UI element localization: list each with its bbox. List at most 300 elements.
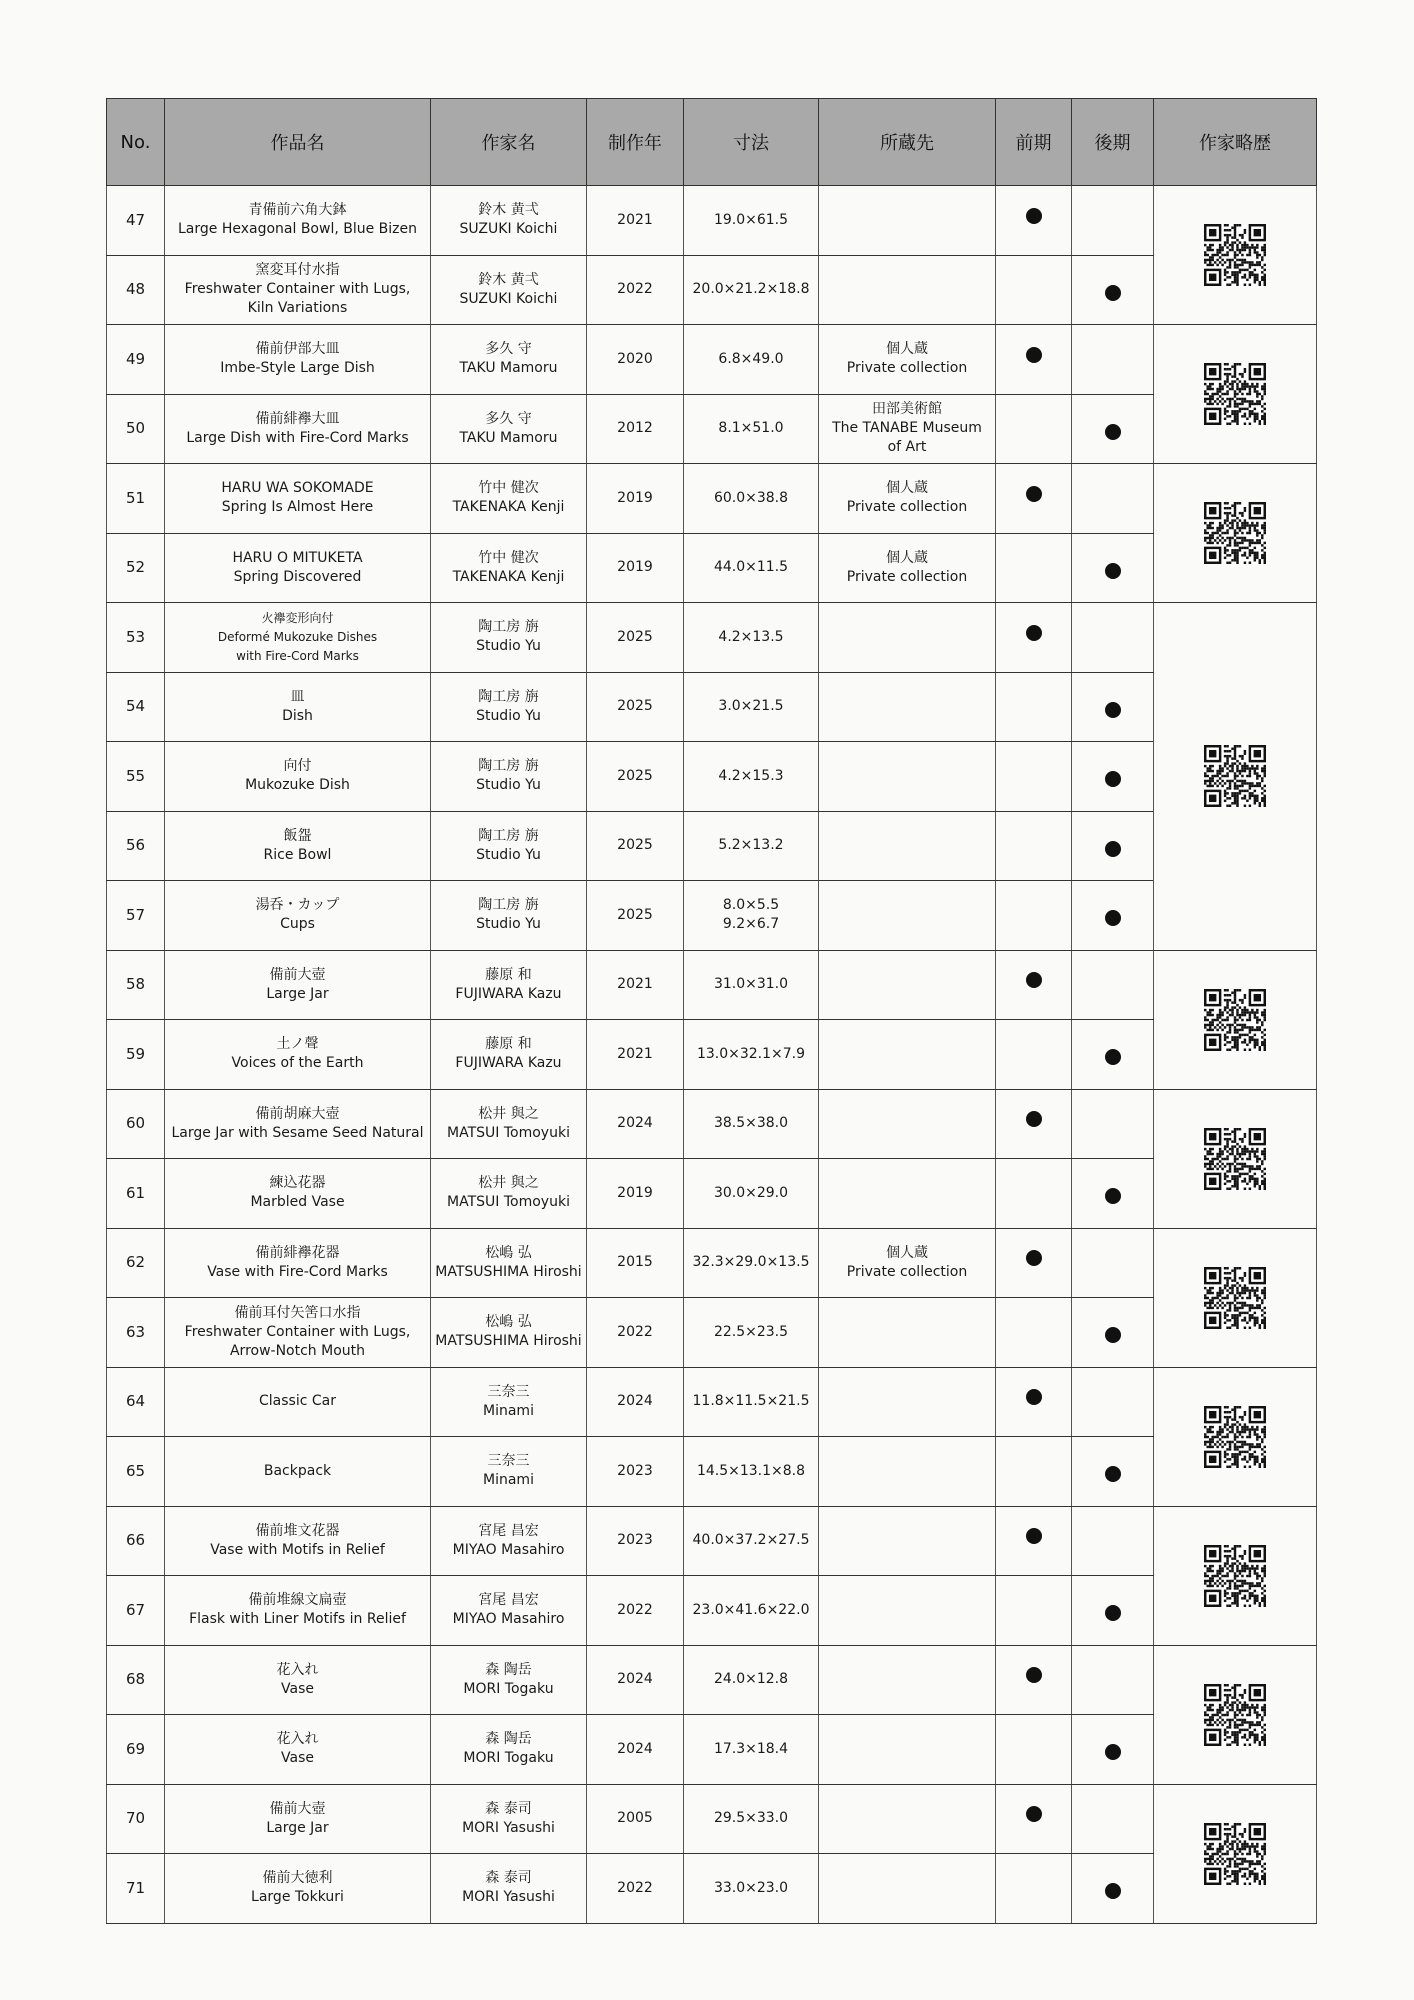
year: 2021: [587, 950, 684, 1020]
work-number: 63: [107, 1298, 165, 1368]
work-title-line: Large Jar: [266, 1819, 329, 1836]
work-title: [165, 1715, 431, 1785]
table-row: [107, 1298, 1317, 1368]
dimensions: [684, 603, 819, 673]
dimensions: [684, 1715, 819, 1785]
work-title: [165, 1576, 431, 1646]
qr-code-icon: [1204, 502, 1266, 564]
filled-circle-icon: [1026, 1667, 1042, 1683]
table-row: [107, 1089, 1317, 1159]
second-period-cell: [1072, 255, 1154, 325]
first-period-cell: [996, 881, 1072, 951]
work-title-line: 備前大徳利: [262, 1870, 333, 1887]
work-title-line: Vase: [281, 1750, 314, 1767]
work-title-line: Rice Bowl: [263, 846, 332, 863]
table-row: [107, 464, 1317, 534]
artist-name-line: 三奈三: [487, 1383, 530, 1400]
work-title-line: 備前堆文花器: [255, 1522, 340, 1539]
work-title-line: Kiln Variations: [247, 300, 348, 317]
work-title-line: Freshwater Container with Lugs,: [184, 281, 411, 298]
artist-name: [431, 186, 587, 256]
collection: [819, 186, 996, 256]
first-period-cell: [996, 1089, 1072, 1159]
qr-code-icon: [1204, 1684, 1266, 1746]
header-first-period: 前期: [996, 99, 1072, 186]
header-artist-bio: 作家略歴: [1154, 99, 1317, 186]
first-period-cell: [996, 1645, 1072, 1715]
dimensions-line: 32.3×29.0×13.5: [692, 1254, 810, 1271]
collection: [819, 1506, 996, 1576]
artist-name-line: TAKENAKA Kenji: [452, 499, 565, 516]
collection: [819, 1437, 996, 1507]
collection: [819, 742, 996, 812]
header-year: 制作年: [587, 99, 684, 186]
work-title-line: Classic Car: [259, 1393, 336, 1410]
work-number: 68: [107, 1645, 165, 1715]
artist-name: [431, 672, 587, 742]
artist-name-line: MIYAO Masahiro: [452, 1541, 565, 1558]
second-period-cell: [1072, 811, 1154, 881]
year: 2022: [587, 1298, 684, 1368]
year: 2005: [587, 1784, 684, 1854]
table-row: [107, 603, 1317, 673]
dimensions: [684, 672, 819, 742]
second-period-cell: [1072, 603, 1154, 673]
artist-bio-qr-cell[interactable]: [1154, 186, 1317, 325]
qr-code-icon: [1204, 1128, 1266, 1190]
dimensions: [684, 950, 819, 1020]
year: 2023: [587, 1437, 684, 1507]
filled-circle-icon: [1105, 1466, 1121, 1482]
year: 2015: [587, 1228, 684, 1298]
artist-name-line: 宮尾 昌宏: [478, 1592, 539, 1609]
dimensions: [684, 464, 819, 534]
artist-name: [431, 325, 587, 395]
year: 2019: [587, 464, 684, 534]
artist-name-line: Studio Yu: [476, 638, 541, 655]
collection: [819, 325, 996, 395]
work-title-line: Deformé Mukozuke Dishes: [217, 629, 378, 644]
filled-circle-icon: [1026, 625, 1042, 641]
table-row: [107, 1228, 1317, 1298]
artist-name: [431, 394, 587, 464]
collection: [819, 1715, 996, 1785]
first-period-cell: [996, 1159, 1072, 1229]
qr-code-icon: [1204, 1267, 1266, 1329]
artist-name-line: 竹中 健次: [478, 549, 539, 566]
collection-line: Private collection: [846, 499, 968, 516]
second-period-cell: [1072, 1715, 1154, 1785]
header-second-period: 後期: [1072, 99, 1154, 186]
filled-circle-icon: [1105, 910, 1121, 926]
first-period-cell: [996, 950, 1072, 1020]
qr-code-icon: [1204, 1823, 1266, 1885]
dimensions-line: 19.0×61.5: [713, 211, 789, 228]
second-period-cell: [1072, 1645, 1154, 1715]
dimensions-line: 31.0×31.0: [713, 976, 789, 993]
artist-name-line: 藤原 和: [485, 966, 532, 983]
collection: [819, 1645, 996, 1715]
artist-name: [431, 533, 587, 603]
work-number: 69: [107, 1715, 165, 1785]
dimensions-line: 40.0×37.2×27.5: [692, 1532, 810, 1549]
table-row: [107, 742, 1317, 812]
artist-name: [431, 811, 587, 881]
work-title-line: Dish: [282, 707, 313, 724]
artist-name: [431, 1089, 587, 1159]
filled-circle-icon: [1026, 1389, 1042, 1405]
second-period-cell: [1072, 464, 1154, 534]
collection: [819, 1367, 996, 1437]
header-no: No.: [107, 99, 165, 186]
work-number: 60: [107, 1089, 165, 1159]
work-title-line: HARU O MITUKETA: [232, 549, 363, 566]
dimensions-line: 8.1×51.0: [718, 420, 784, 437]
year: 2020: [587, 325, 684, 395]
table-row: [107, 255, 1317, 325]
artist-name: [431, 1228, 587, 1298]
artist-name-line: Studio Yu: [476, 916, 541, 933]
works-table-body: [107, 186, 1317, 1924]
work-title-line: 備前緋襷大皿: [255, 410, 340, 427]
first-period-cell: [996, 1715, 1072, 1785]
work-title-line: 青備前六角大鉢: [248, 202, 347, 219]
artist-name: [431, 1159, 587, 1229]
work-number: 66: [107, 1506, 165, 1576]
collection-line: Private collection: [846, 568, 968, 585]
collection: [819, 1159, 996, 1229]
filled-circle-icon: [1105, 424, 1121, 440]
artist-name-line: 三奈三: [487, 1453, 530, 1470]
table-row: [107, 1367, 1317, 1437]
work-number: 56: [107, 811, 165, 881]
works-table: [106, 98, 1317, 1924]
second-period-cell: [1072, 1159, 1154, 1229]
second-period-cell: [1072, 1854, 1154, 1924]
collection: [819, 1576, 996, 1646]
work-title-line: Arrow-Notch Mouth: [229, 1342, 366, 1359]
dimensions-line: 8.0×5.5: [722, 897, 780, 914]
artist-name: [431, 950, 587, 1020]
work-number: 71: [107, 1854, 165, 1924]
work-title-line: Large Tokkuri: [251, 1889, 344, 1906]
second-period-cell: [1072, 1298, 1154, 1368]
artist-name: [431, 1576, 587, 1646]
dimensions: [684, 1159, 819, 1229]
year: 2012: [587, 394, 684, 464]
work-title-line: 火襷変形向付: [261, 610, 334, 625]
work-number: 53: [107, 603, 165, 673]
second-period-cell: [1072, 1089, 1154, 1159]
dimensions: [684, 1784, 819, 1854]
artist-name: [431, 255, 587, 325]
table-row: [107, 1576, 1317, 1646]
year: 2019: [587, 533, 684, 603]
collection: [819, 464, 996, 534]
dimensions-line: 3.0×21.5: [718, 698, 784, 715]
artist-name-line: 多久 守: [485, 410, 532, 427]
work-title-line: Flask with Liner Motifs in Relief: [189, 1611, 406, 1628]
year: 2021: [587, 1020, 684, 1090]
qr-code-icon: [1204, 989, 1266, 1051]
second-period-cell: [1072, 325, 1154, 395]
filled-circle-icon: [1105, 1744, 1121, 1760]
first-period-cell: [996, 811, 1072, 881]
first-period-cell: [996, 1784, 1072, 1854]
work-title-line: Spring Discovered: [233, 568, 362, 585]
work-title-line: Vase with Motifs in Relief: [210, 1541, 385, 1558]
artist-name-line: MORI Togaku: [463, 1750, 554, 1767]
artist-name-line: 松井 與之: [478, 1175, 539, 1192]
collection: [819, 1298, 996, 1368]
work-title: [165, 1089, 431, 1159]
collection-line: Private collection: [846, 1263, 968, 1280]
work-title: [165, 1784, 431, 1854]
table-row: [107, 1715, 1317, 1785]
work-title-line: Imbe-Style Large Dish: [220, 360, 375, 377]
work-title-line: Large Jar: [266, 985, 329, 1002]
work-title: [165, 1020, 431, 1090]
artist-bio-qr-cell[interactable]: [1154, 1089, 1317, 1228]
collection: [819, 394, 996, 464]
work-title-line: Spring Is Almost Here: [221, 499, 374, 516]
work-number: 67: [107, 1576, 165, 1646]
artist-bio-qr-cell[interactable]: [1154, 1784, 1317, 1923]
filled-circle-icon: [1105, 285, 1121, 301]
work-number: 55: [107, 742, 165, 812]
artist-name-line: 藤原 和: [485, 1036, 532, 1053]
filled-circle-icon: [1105, 563, 1121, 579]
table-row: [107, 394, 1317, 464]
first-period-cell: [996, 394, 1072, 464]
dimensions: [684, 881, 819, 951]
artist-name-line: MIYAO Masahiro: [452, 1611, 565, 1628]
work-title: [165, 1854, 431, 1924]
table-row: [107, 186, 1317, 256]
collection: [819, 255, 996, 325]
work-title-line: Cups: [280, 916, 315, 933]
work-number: 58: [107, 950, 165, 1020]
artist-name-line: Minami: [483, 1402, 534, 1419]
artist-name-line: 松嶋 弘: [485, 1314, 532, 1331]
work-title: [165, 1228, 431, 1298]
artist-bio-qr-cell[interactable]: [1154, 1645, 1317, 1784]
artist-bio-qr-cell[interactable]: [1154, 950, 1317, 1089]
artist-name-line: MATSUSHIMA Hiroshi: [435, 1263, 582, 1280]
collection: [819, 1228, 996, 1298]
collection: [819, 1854, 996, 1924]
filled-circle-icon: [1105, 841, 1121, 857]
filled-circle-icon: [1105, 771, 1121, 787]
work-number: 51: [107, 464, 165, 534]
work-title: [165, 1159, 431, 1229]
artist-bio-qr-cell[interactable]: [1154, 1506, 1317, 1645]
filled-circle-icon: [1026, 486, 1042, 502]
year: 2024: [587, 1645, 684, 1715]
artist-name: [431, 464, 587, 534]
collection: [819, 1784, 996, 1854]
dimensions-line: 22.5×23.5: [713, 1323, 789, 1340]
second-period-cell: [1072, 1228, 1154, 1298]
qr-code-icon: [1204, 745, 1266, 807]
work-number: 50: [107, 394, 165, 464]
dimensions-line: 44.0×11.5: [713, 559, 789, 576]
table-row: [107, 1437, 1317, 1507]
work-title-line: 備前緋襷花器: [255, 1244, 340, 1261]
dimensions-line: 20.0×21.2×18.8: [692, 281, 810, 298]
work-title-line: Vase: [281, 1680, 314, 1697]
work-title: [165, 394, 431, 464]
work-title: [165, 186, 431, 256]
year: 2024: [587, 1367, 684, 1437]
work-number: 59: [107, 1020, 165, 1090]
table-row: [107, 1854, 1317, 1924]
first-period-cell: [996, 464, 1072, 534]
collection-line: of Art: [887, 439, 927, 456]
dimensions: [684, 1854, 819, 1924]
artist-bio-qr-cell[interactable]: [1154, 1367, 1317, 1506]
artist-name-line: TAKU Mamoru: [459, 360, 558, 377]
artist-name-line: 陶工房 旃: [478, 897, 539, 914]
collection: [819, 811, 996, 881]
dimensions: [684, 1506, 819, 1576]
artist-name-line: SUZUKI Koichi: [459, 221, 558, 238]
dimensions: [684, 394, 819, 464]
dimensions: [684, 742, 819, 812]
work-title-line: 備前大壺: [269, 1800, 326, 1817]
work-number: 49: [107, 325, 165, 395]
artist-name-line: 宮尾 昌宏: [478, 1522, 539, 1539]
dimensions-line: 60.0×38.8: [713, 489, 789, 506]
artist-name-line: 陶工房 旃: [478, 758, 539, 775]
table-row: [107, 1506, 1317, 1576]
artist-name-line: Studio Yu: [476, 846, 541, 863]
work-title: [165, 672, 431, 742]
artist-name-line: 竹中 健次: [478, 480, 539, 497]
work-number: 62: [107, 1228, 165, 1298]
filled-circle-icon: [1026, 208, 1042, 224]
work-title: [165, 1645, 431, 1715]
artist-bio-qr-cell[interactable]: [1154, 464, 1317, 603]
artist-name-line: 森 泰司: [485, 1800, 532, 1817]
artist-bio-qr-cell[interactable]: [1154, 1228, 1317, 1367]
table-row: [107, 533, 1317, 603]
artist-name: [431, 603, 587, 673]
header-owner: 所蔵先: [819, 99, 996, 186]
dimensions: [684, 1367, 819, 1437]
work-title: [165, 1367, 431, 1437]
second-period-cell: [1072, 881, 1154, 951]
filled-circle-icon: [1026, 1528, 1042, 1544]
filled-circle-icon: [1026, 1806, 1042, 1822]
second-period-cell: [1072, 394, 1154, 464]
work-title-line: 備前耳付矢筈口水指: [234, 1304, 361, 1321]
work-title: [165, 464, 431, 534]
work-title: [165, 742, 431, 812]
first-period-cell: [996, 603, 1072, 673]
second-period-cell: [1072, 1576, 1154, 1646]
collection-line: 個人蔵: [886, 549, 928, 566]
dimensions-line: 11.8×11.5×21.5: [692, 1393, 810, 1410]
collection-line: The TANABE Museum: [832, 420, 982, 437]
first-period-cell: [996, 1437, 1072, 1507]
year: 2022: [587, 1854, 684, 1924]
artist-name-line: MORI Togaku: [463, 1680, 554, 1697]
header-title: 作品名: [165, 99, 431, 186]
collection: [819, 533, 996, 603]
table-row: [107, 672, 1317, 742]
artist-name-line: MATSUSHIMA Hiroshi: [435, 1333, 582, 1350]
work-number: 61: [107, 1159, 165, 1229]
dimensions: [684, 1089, 819, 1159]
dimensions-line: 6.8×49.0: [718, 350, 784, 367]
filled-circle-icon: [1105, 702, 1121, 718]
work-title-line: Backpack: [263, 1462, 332, 1479]
dimensions: [684, 1437, 819, 1507]
artist-bio-qr-cell[interactable]: [1154, 603, 1317, 951]
work-title: [165, 811, 431, 881]
work-title-line: Mukozuke Dish: [245, 777, 350, 794]
work-title-line: Voices of the Earth: [231, 1055, 364, 1072]
artist-name-line: MATSUI Tomoyuki: [447, 1124, 570, 1141]
dimensions: [684, 533, 819, 603]
work-title-line: 飯盌: [283, 827, 312, 844]
year: 2022: [587, 1576, 684, 1646]
artist-name-line: MORI Yasushi: [462, 1819, 555, 1836]
table-row: [107, 1645, 1317, 1715]
filled-circle-icon: [1105, 1605, 1121, 1621]
work-title-line: 土ノ聲: [276, 1036, 319, 1053]
work-number: 57: [107, 881, 165, 951]
work-title-line: 備前胡麻大壺: [255, 1105, 340, 1122]
year: 2025: [587, 881, 684, 951]
artist-name-line: TAKENAKA Kenji: [452, 568, 565, 585]
artist-name-line: 森 陶岳: [485, 1661, 532, 1678]
artist-bio-qr-cell[interactable]: [1154, 325, 1317, 464]
work-title-line: Marbled Vase: [250, 1194, 345, 1211]
filled-circle-icon: [1105, 1049, 1121, 1065]
artist-name-line: Studio Yu: [476, 777, 541, 794]
filled-circle-icon: [1026, 972, 1042, 988]
second-period-cell: [1072, 186, 1154, 256]
collection-line: 田部美術館: [872, 401, 942, 418]
artist-name-line: 陶工房 旃: [478, 688, 539, 705]
artist-name-line: MORI Yasushi: [462, 1889, 555, 1906]
work-title: [165, 255, 431, 325]
first-period-cell: [996, 1367, 1072, 1437]
dimensions-line: 4.2×15.3: [718, 767, 784, 784]
year: 2025: [587, 672, 684, 742]
collection: [819, 1020, 996, 1090]
dimensions-line: 14.5×13.1×8.8: [696, 1462, 806, 1479]
artist-name: [431, 1506, 587, 1576]
second-period-cell: [1072, 1506, 1154, 1576]
dimensions-line: 13.0×32.1×7.9: [696, 1045, 806, 1062]
work-title-line: 花入れ: [276, 1731, 319, 1748]
work-title-line: Large Jar with Sesame Seed Natural: [171, 1124, 424, 1141]
year: 2022: [587, 255, 684, 325]
second-period-cell: [1072, 1437, 1154, 1507]
table-row: [107, 950, 1317, 1020]
work-title-line: 窯変耳付水指: [255, 262, 340, 279]
second-period-cell: [1072, 533, 1154, 603]
artist-name: [431, 1298, 587, 1368]
year: 2025: [587, 811, 684, 881]
table-row: [107, 1020, 1317, 1090]
artist-name: [431, 1367, 587, 1437]
first-period-cell: [996, 325, 1072, 395]
work-title-line: Large Hexagonal Bowl, Blue Bizen: [177, 221, 417, 238]
